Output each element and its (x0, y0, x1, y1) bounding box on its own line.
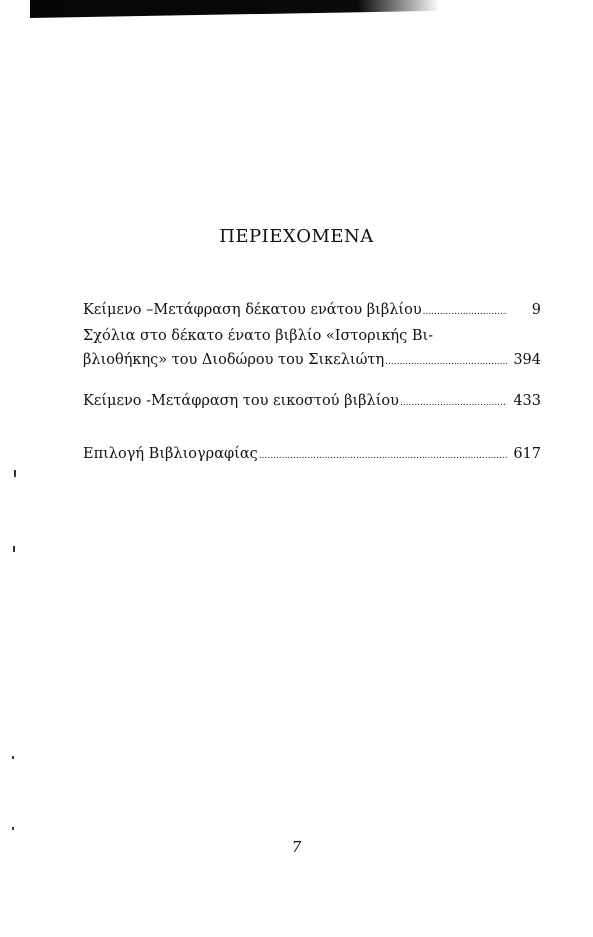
toc-entry-title: Κείμενο –Μετάφραση δέκατου ενάτου βιβλίου (83, 302, 422, 318)
toc-entry (83, 298, 541, 324)
toc-entry (83, 324, 541, 374)
dot-leader (423, 300, 507, 324)
toc-entry-title: Κείμενο -Μετάφραση του εικοστού βιβλίου (83, 393, 399, 409)
contents-heading: ΠΕΡΙΕΧΟΜΕΝΑ (219, 226, 374, 247)
toc-entry (83, 389, 541, 415)
scan-speck (12, 756, 14, 759)
toc-entry-page: 394 (513, 352, 541, 368)
toc-entry-title: Επιλογή Βιβλιογραφίας (83, 446, 258, 462)
scan-edge-shadow (30, 0, 440, 18)
toc-entry (83, 442, 541, 468)
dot-leader (400, 391, 507, 415)
toc-entry-page: 433 (513, 393, 541, 409)
table-of-contents (83, 298, 541, 468)
dot-leader (385, 350, 507, 374)
page-number: 7 (291, 838, 302, 856)
toc-entry-title-continued: βλιοθήκης» του Διοδώρου του Σικελιώτη (83, 352, 385, 368)
scan-speck (12, 827, 14, 830)
scan-speck (14, 470, 16, 477)
dot-leader (259, 444, 507, 468)
toc-entry-page: 9 (531, 302, 541, 318)
toc-entry-page: 617 (513, 446, 541, 462)
scan-speck (13, 546, 15, 552)
toc-entry-title: Σχόλια στο δέκατο ένατο βιβλίο «Ιστορικής Βι- (83, 328, 434, 344)
